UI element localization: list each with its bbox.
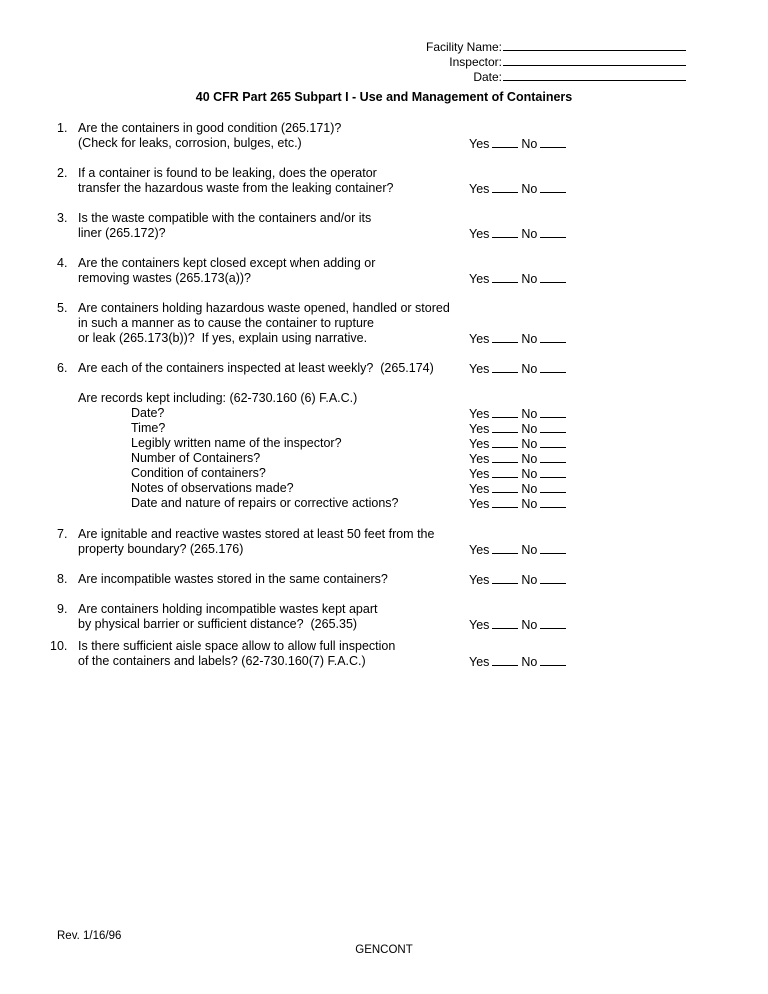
no-blank[interactable] — [540, 466, 566, 478]
records-item: Notes of observations made? — [131, 481, 294, 495]
question-number: 3. — [57, 211, 68, 225]
question-number: 4. — [57, 256, 68, 270]
no-blank[interactable] — [540, 406, 566, 418]
yes-blank[interactable] — [492, 181, 518, 193]
yes-blank[interactable] — [492, 496, 518, 508]
revision-note: Rev. 1/16/96 — [57, 930, 122, 942]
inspector-field[interactable] — [449, 54, 686, 70]
question-text: Are each of the containers inspected at least weekly? (265.174) — [78, 361, 434, 375]
yes-label: Yes — [469, 437, 490, 451]
no-label: No — [521, 467, 538, 481]
yes-blank[interactable] — [492, 406, 518, 418]
answer-records-date[interactable] — [469, 406, 569, 422]
form-code: GENCONT — [355, 944, 413, 956]
no-label: No — [521, 543, 538, 557]
no-label: No — [521, 362, 538, 376]
yes-blank[interactable] — [492, 654, 518, 666]
no-blank[interactable] — [540, 496, 566, 508]
no-label: No — [521, 437, 538, 451]
question-number: 2. — [57, 166, 68, 180]
records-item: Number of Containers? — [131, 451, 261, 465]
no-blank[interactable] — [540, 271, 566, 283]
yes-blank[interactable] — [492, 331, 518, 343]
answer-records-notes[interactable] — [469, 481, 569, 497]
yes-blank[interactable] — [492, 436, 518, 448]
question-text: Is there sufficient aisle space allow to allow full inspection of the containers and labels? (62-730.160(7) F.A.C.) — [78, 639, 396, 668]
records-item: Condition of containers? — [131, 466, 266, 480]
no-blank[interactable] — [540, 361, 566, 373]
no-label: No — [521, 618, 538, 632]
question-number: 5. — [57, 301, 68, 315]
no-blank[interactable] — [540, 542, 566, 554]
no-label: No — [521, 182, 538, 196]
yes-label: Yes — [469, 332, 490, 346]
facility-name-field[interactable] — [426, 39, 686, 55]
date-blank[interactable] — [503, 69, 686, 81]
answer-records-condition[interactable] — [469, 466, 569, 482]
answer-q3[interactable] — [469, 226, 569, 242]
answer-records-number[interactable] — [469, 451, 569, 467]
question-number: 8. — [57, 572, 68, 586]
yes-label: Yes — [469, 497, 490, 511]
no-label: No — [521, 332, 538, 346]
answer-q7[interactable] — [469, 542, 569, 558]
no-blank[interactable] — [540, 572, 566, 584]
no-label: No — [521, 497, 538, 511]
yes-blank[interactable] — [492, 617, 518, 629]
question-number: 7. — [57, 527, 68, 541]
answer-q5[interactable] — [469, 331, 569, 347]
no-label: No — [521, 137, 538, 151]
records-item: Date and nature of repairs or corrective actions? — [131, 496, 399, 510]
answer-q6[interactable] — [469, 361, 569, 377]
yes-blank[interactable] — [492, 226, 518, 238]
yes-label: Yes — [469, 272, 490, 286]
yes-label: Yes — [469, 573, 490, 587]
no-blank[interactable] — [540, 331, 566, 343]
question-number: 10. — [50, 639, 68, 653]
answer-records-inspector-name[interactable] — [469, 436, 569, 452]
facility-name-blank[interactable] — [503, 39, 686, 51]
no-label: No — [521, 655, 538, 669]
question-text: Are containers holding incompatible wastes kept apart by physical barrier or sufficient distance? (265.35) — [78, 602, 378, 631]
no-label: No — [521, 573, 538, 587]
yes-label: Yes — [469, 137, 490, 151]
no-label: No — [521, 407, 538, 421]
question-text: If a container is found to be leaking, does the operator transfer the hazardous waste from the leaking container? — [78, 166, 394, 195]
question-text: Are the containers kept closed except when adding or removing wastes (265.173(a))? — [78, 256, 376, 285]
date-field[interactable] — [473, 69, 686, 85]
form-title: 40 CFR Part 265 Subpart I - Use and Management of Containers — [195, 90, 573, 104]
answer-q10[interactable] — [469, 654, 569, 670]
yes-label: Yes — [469, 452, 490, 466]
no-blank[interactable] — [540, 136, 566, 148]
yes-label: Yes — [469, 618, 490, 632]
records-intro: Are records kept including: (62-730.160 (6) F.A.C.) — [78, 391, 358, 405]
yes-blank[interactable] — [492, 361, 518, 373]
yes-label: Yes — [469, 655, 490, 669]
no-label: No — [521, 227, 538, 241]
answer-q2[interactable] — [469, 181, 569, 197]
no-blank[interactable] — [540, 421, 566, 433]
answer-records-repairs[interactable] — [469, 496, 569, 512]
yes-label: Yes — [469, 182, 490, 196]
no-blank[interactable] — [540, 181, 566, 193]
yes-blank[interactable] — [492, 136, 518, 148]
yes-blank[interactable] — [492, 481, 518, 493]
yes-blank[interactable] — [492, 542, 518, 554]
no-label: No — [521, 482, 538, 496]
yes-label: Yes — [469, 362, 490, 376]
records-item: Legibly written name of the inspector? — [131, 436, 342, 450]
records-item: Time? — [131, 421, 166, 435]
no-blank[interactable] — [540, 226, 566, 238]
yes-label: Yes — [469, 227, 490, 241]
facility-name-label: Facility Name: — [425, 40, 502, 54]
question-text: Are incompatible wastes stored in the same containers? — [78, 572, 388, 586]
question-text: Are ignitable and reactive wastes stored at least 50 feet from the property boundary? (265.176) — [78, 527, 435, 556]
question-number: 9. — [57, 602, 68, 616]
question-text: Are containers holding hazardous waste opened, handled or stored in such a manner as to cause the container to rupture or leak (265.173(b))? If yes, explain using narrative. — [78, 301, 450, 345]
yes-blank[interactable] — [492, 271, 518, 283]
no-label: No — [521, 422, 538, 436]
answer-q8[interactable] — [469, 572, 569, 588]
records-item: Date? — [131, 406, 165, 420]
answer-q9[interactable] — [469, 617, 569, 633]
yes-blank[interactable] — [492, 572, 518, 584]
no-label: No — [521, 272, 538, 286]
no-blank[interactable] — [540, 617, 566, 629]
inspector-label: Inspector: — [449, 55, 502, 69]
no-blank[interactable] — [540, 654, 566, 666]
yes-label: Yes — [469, 407, 490, 421]
yes-label: Yes — [469, 422, 490, 436]
answer-q4[interactable] — [469, 271, 569, 287]
yes-blank[interactable] — [492, 421, 518, 433]
no-blank[interactable] — [540, 436, 566, 448]
answer-q1[interactable] — [469, 136, 569, 152]
question-text: Are the containers in good condition (265.171)? (Check for leaks, corrosion, bulges, etc.) — [78, 121, 342, 150]
inspector-blank[interactable] — [503, 54, 686, 66]
yes-blank[interactable] — [492, 466, 518, 478]
no-label: No — [521, 452, 538, 466]
yes-label: Yes — [469, 467, 490, 481]
date-label: Date: — [473, 70, 502, 84]
yes-blank[interactable] — [492, 451, 518, 463]
answer-records-time[interactable] — [469, 421, 569, 437]
yes-label: Yes — [469, 543, 490, 557]
question-number: 1. — [57, 121, 68, 135]
yes-label: Yes — [469, 482, 490, 496]
question-number: 6. — [57, 361, 68, 375]
no-blank[interactable] — [540, 451, 566, 463]
no-blank[interactable] — [540, 481, 566, 493]
question-text: Is the waste compatible with the containers and/or its liner (265.172)? — [78, 211, 372, 240]
